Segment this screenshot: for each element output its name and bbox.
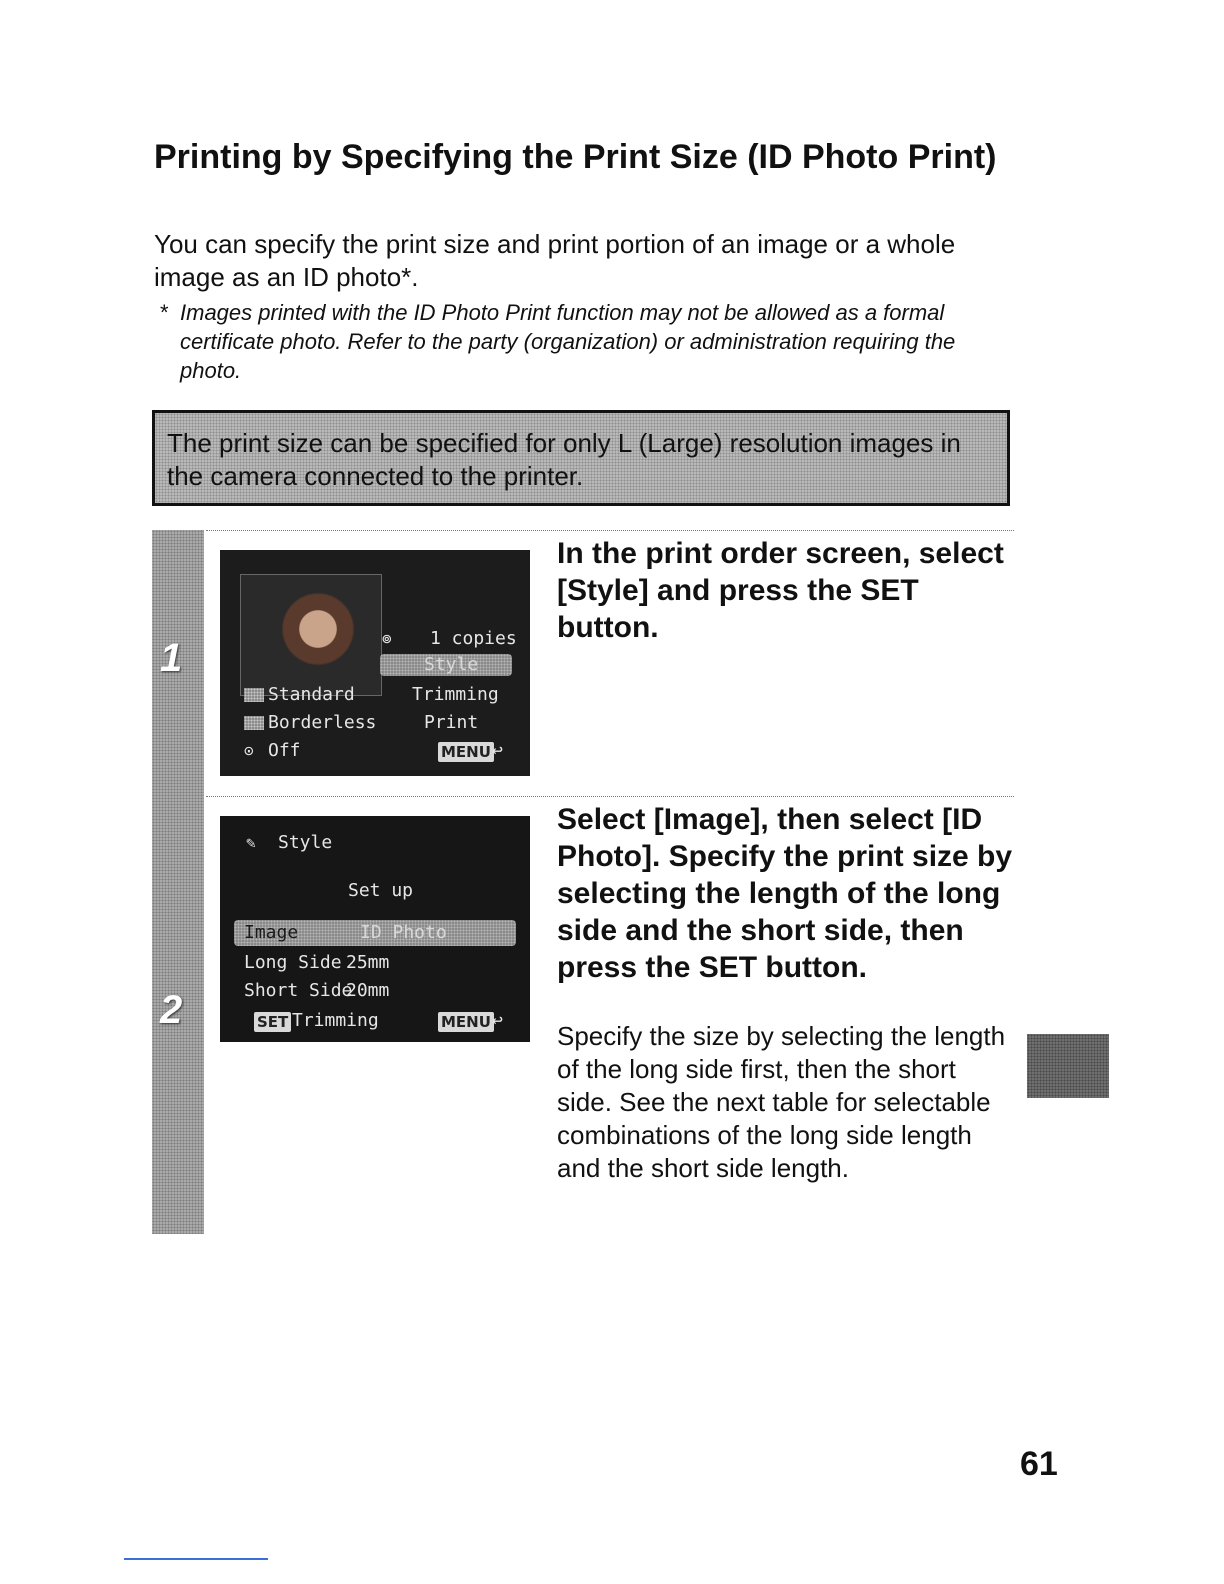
- setup-label: Set up: [348, 880, 414, 901]
- step-2-heading: Select [Image], then select [ID Photo]. Specify the print size by selecting the length of the long side and the short side, then press the SET button.: [557, 803, 1013, 984]
- back-icon: ↩: [492, 740, 503, 761]
- menu-button-icon: MENU: [438, 742, 494, 762]
- style-selection: [380, 654, 512, 676]
- print-label: Print: [424, 712, 479, 733]
- back-icon: ↩: [492, 1010, 503, 1031]
- copies-label: 1 copies: [430, 628, 517, 649]
- chapter-tab: [1027, 1034, 1109, 1098]
- footnote: [160, 298, 1020, 385]
- image-value: ID Photo: [360, 922, 447, 943]
- standard-label: Standard: [268, 684, 355, 705]
- short-side-value: 20mm: [346, 980, 390, 1001]
- step-divider: [206, 530, 1014, 531]
- style-icon: ✎: [246, 833, 256, 852]
- menu-button-icon: MENU: [438, 1012, 494, 1032]
- footnote-marker: *: [160, 300, 169, 325]
- step-2-body: Specify the size by selecting the length of the long side first, then the short side. See the next table for selectable combinations of the long side length and the short side length.: [557, 1021, 1006, 1183]
- clock-icon: ⊙: [244, 741, 254, 760]
- standard-icon: [244, 688, 264, 702]
- image-label: Image: [244, 922, 299, 943]
- intro-text: You can specify the print size and print portion of an image or a whole image as an ID photo*.: [154, 229, 956, 292]
- borderless-label: Borderless: [268, 712, 377, 733]
- off-label: Off: [268, 740, 301, 761]
- step-divider: [206, 796, 1014, 797]
- copies-icon: ⊚: [382, 629, 392, 648]
- bottom-rule: [124, 1558, 268, 1560]
- footnote-text: Images printed with the ID Photo Print function may not be allowed as a formal certificate photo. Refer to the party (organization) or administration requiring the photo.: [180, 300, 956, 383]
- long-side-value: 25mm: [346, 952, 390, 973]
- long-side-label: Long Side: [244, 952, 342, 973]
- notice-box: The print size can be specified for only L (Large) resolution images in the camera connected to the printer.: [152, 410, 1010, 506]
- trimming-label: Trimming: [292, 1010, 379, 1031]
- set-button-icon: SET: [254, 1012, 291, 1032]
- step-1-heading: In the print order screen, select [Style] and press the SET button.: [557, 537, 1004, 644]
- short-side-label: Short Side: [244, 980, 353, 1001]
- page-title: Printing by Specifying the Print Size (ID Photo Print): [154, 138, 997, 176]
- photo-thumbnail: [240, 574, 382, 696]
- image-selection: [234, 920, 516, 946]
- page-number: 61: [1020, 1445, 1058, 1483]
- camera-screen-style: [220, 816, 530, 1042]
- step-number-1: 1: [160, 636, 183, 680]
- step-number-2: 2: [160, 988, 183, 1032]
- style-title: Style: [278, 832, 333, 853]
- style-label: Style: [424, 654, 479, 675]
- camera-screen-print-order: [220, 550, 530, 776]
- trimming-label: Trimming: [412, 684, 499, 705]
- borderless-icon: [244, 716, 264, 730]
